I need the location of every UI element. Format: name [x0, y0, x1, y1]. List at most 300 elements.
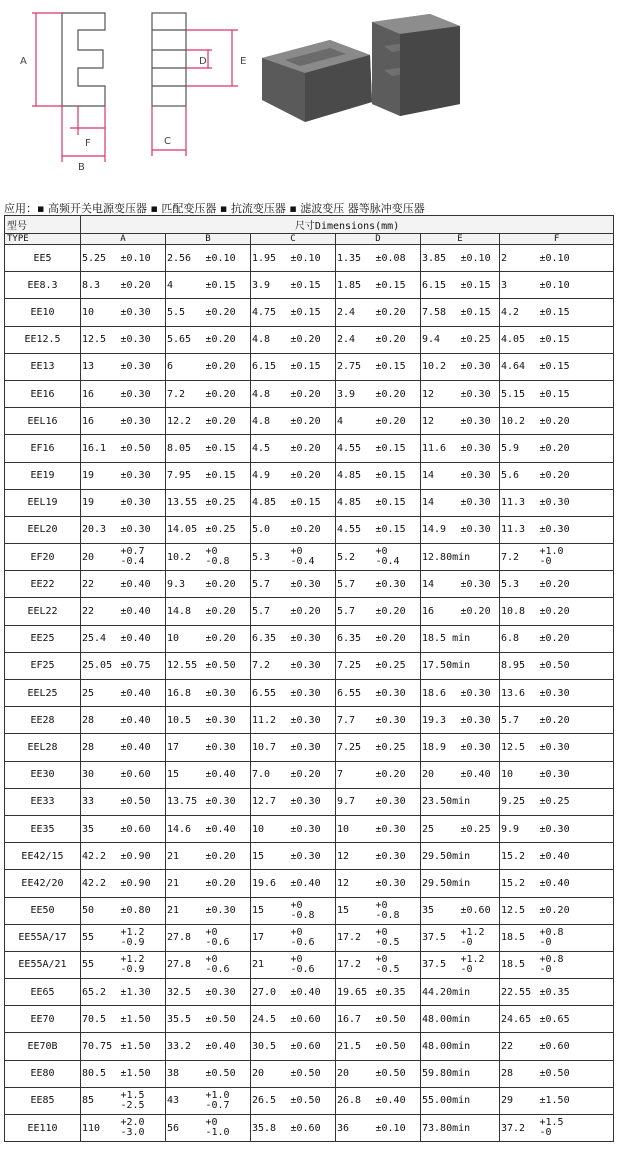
dim-tolerance: ±0.15 — [289, 489, 336, 516]
dim-tolerance: +0.8 -0 — [538, 951, 614, 978]
dim-value: 10 — [336, 815, 374, 842]
dim-tolerance: ±0.20 — [374, 299, 421, 326]
dim-value: 4.85 — [336, 462, 374, 489]
dim-value: 20 — [251, 1060, 289, 1087]
core-photo — [262, 14, 460, 122]
dim-value: 1.35 — [336, 245, 374, 272]
dim-value: 19 — [81, 462, 119, 489]
dim-value: 55 — [81, 951, 119, 978]
dim-tolerance: +1.2 -0 — [459, 924, 500, 951]
dim-tolerance: ±0.30 — [374, 788, 421, 815]
dim-value: 12.2 — [166, 408, 204, 435]
dim-tolerance: ±0.30 — [204, 979, 251, 1006]
dim-tolerance: ±0.30 — [119, 299, 166, 326]
core-type: EE85 — [5, 1087, 81, 1114]
dim-value: 4.55 — [336, 516, 374, 543]
dim-value: 2 — [500, 245, 538, 272]
dim-tolerance: ±0.30 — [289, 707, 336, 734]
dim-tolerance: +1.0 -0 — [538, 544, 614, 571]
dim-tolerance: ±0.30 — [374, 815, 421, 842]
dim-tolerance: ±0.08 — [374, 245, 421, 272]
core-type: EE22 — [5, 571, 81, 598]
dim-value: 6.8 — [500, 625, 538, 652]
dim-tolerance: ±0.20 — [289, 435, 336, 462]
dim-value: 13 — [81, 353, 119, 380]
dim-tolerance: ±0.15 — [289, 353, 336, 380]
dim-value: 21 — [251, 951, 289, 978]
dim-tolerance: ±0.75 — [119, 652, 166, 679]
dim-value: 15 — [166, 761, 204, 788]
dim-value: 4 — [336, 408, 374, 435]
dim-tolerance: ±0.20 — [204, 380, 251, 407]
dimensions-header: 尺寸Dimensions(mm) — [81, 216, 614, 234]
dim-value: 5.15 — [500, 380, 538, 407]
dim-value: 17.2 — [336, 924, 374, 951]
core-type: EE25 — [5, 625, 81, 652]
dim-value: 4 — [166, 272, 204, 299]
dim-value: 22.55 — [500, 979, 538, 1006]
dim-value: 18.5 — [500, 951, 538, 978]
table-row — [5, 924, 614, 951]
dim-tolerance: +0 -0.5 — [374, 951, 421, 978]
column-header-d: D — [336, 234, 421, 245]
dim-value: 1.85 — [336, 272, 374, 299]
dim-tolerance: +0 -0.8 — [289, 897, 336, 924]
dim-tolerance: +0 -0.5 — [374, 924, 421, 951]
table-row — [5, 625, 614, 652]
dim-value: 5.5 — [166, 299, 204, 326]
dim-value: 5.3 — [500, 571, 538, 598]
dim-value: 8.3 — [81, 272, 119, 299]
dim-value: 26.8 — [336, 1087, 374, 1114]
table-row — [5, 761, 614, 788]
dim-value: 12 — [336, 843, 374, 870]
dim-value: 7.2 — [166, 380, 204, 407]
table-row — [5, 272, 614, 299]
dim-tolerance: ±0.30 — [289, 625, 336, 652]
dim-tolerance: ±0.30 — [204, 897, 251, 924]
dim-tolerance: ±0.40 — [119, 707, 166, 734]
dim-value: 10.8 — [500, 598, 538, 625]
dim-tolerance: ±0.35 — [374, 979, 421, 1006]
dim-value: 43 — [166, 1087, 204, 1114]
dim-tolerance: ±0.30 — [538, 489, 614, 516]
model-header: 型号 — [5, 216, 81, 234]
table-row — [5, 380, 614, 407]
dim-tolerance: ±0.20 — [538, 462, 614, 489]
dim-value: 7.25 — [336, 734, 374, 761]
dim-tolerance: ±0.30 — [374, 870, 421, 897]
dim-value: 110 — [81, 1115, 119, 1142]
dim-value: 19 — [81, 489, 119, 516]
dim-value: 3 — [500, 272, 538, 299]
dim-tolerance: ±0.30 — [459, 734, 500, 761]
dim-tolerance: ±1.30 — [119, 979, 166, 1006]
dim-value: 38 — [166, 1060, 204, 1087]
dim-value: 16.7 — [336, 1006, 374, 1033]
dim-value: 4.5 — [251, 435, 289, 462]
dim-value: 30.5 — [251, 1033, 289, 1060]
dim-tolerance: ±0.20 — [538, 435, 614, 462]
dim-tolerance: ±0.25 — [374, 734, 421, 761]
table-row — [5, 652, 614, 679]
dim-value: 16 — [81, 408, 119, 435]
core-type: EE12.5 — [5, 326, 81, 353]
table-row — [5, 734, 614, 761]
dim-value: 12.80min — [421, 544, 500, 571]
dim-value: 4.8 — [251, 380, 289, 407]
dim-tolerance: ±0.20 — [204, 408, 251, 435]
dim-value: 5.0 — [251, 516, 289, 543]
core-type: EE50 — [5, 897, 81, 924]
dim-value: 12.5 — [81, 326, 119, 353]
dim-tolerance: ±0.20 — [289, 761, 336, 788]
dim-value: 29.50min — [421, 843, 500, 870]
dim-value: 42.2 — [81, 843, 119, 870]
dim-value: 16 — [421, 598, 459, 625]
dim-value: 17.2 — [336, 951, 374, 978]
dim-tolerance: ±1.50 — [119, 1060, 166, 1087]
dim-value: 10.2 — [500, 408, 538, 435]
dim-value: 35 — [81, 815, 119, 842]
table-row — [5, 979, 614, 1006]
dim-tolerance: ±0.40 — [538, 870, 614, 897]
dim-value: 37.5 — [421, 951, 459, 978]
dim-value: 5.7 — [251, 571, 289, 598]
dim-tolerance: ±0.20 — [204, 571, 251, 598]
dim-value: 6.15 — [251, 353, 289, 380]
dim-tolerance: ±0.30 — [459, 408, 500, 435]
core-type: EE16 — [5, 380, 81, 407]
table-row — [5, 1115, 614, 1142]
label-a: A — [20, 56, 27, 67]
dim-tolerance: ±0.30 — [204, 707, 251, 734]
column-header-b: B — [166, 234, 251, 245]
table-row — [5, 571, 614, 598]
dim-tolerance: ±0.60 — [289, 1033, 336, 1060]
dim-value: 21.5 — [336, 1033, 374, 1060]
dim-value: 3.9 — [336, 380, 374, 407]
dim-value: 4.2 — [500, 299, 538, 326]
dim-tolerance: ±0.40 — [119, 598, 166, 625]
dim-tolerance: ±0.30 — [374, 680, 421, 707]
dim-value: 56 — [166, 1115, 204, 1142]
dim-value: 14 — [421, 571, 459, 598]
dim-tolerance: ±0.50 — [374, 1006, 421, 1033]
dimension-labels — [20, 56, 246, 173]
dim-value: 12.7 — [251, 788, 289, 815]
table-row — [5, 788, 614, 815]
dim-value: 13.55 — [166, 489, 204, 516]
dim-tolerance: +0 -0.8 — [204, 544, 251, 571]
dim-tolerance: +1.2 -0.9 — [119, 951, 166, 978]
core-type: EE55A/17 — [5, 924, 81, 951]
dim-tolerance: ±0.15 — [289, 272, 336, 299]
dim-tolerance: ±0.50 — [204, 1060, 251, 1087]
dim-value: 25 — [421, 815, 459, 842]
dim-value: 14 — [421, 489, 459, 516]
table-row — [5, 707, 614, 734]
dim-value: 11.3 — [500, 489, 538, 516]
table-row — [5, 843, 614, 870]
dim-tolerance: ±0.50 — [289, 1087, 336, 1114]
core-type: EE13 — [5, 353, 81, 380]
dim-value: 48.00min — [421, 1006, 500, 1033]
dim-value: 5.65 — [166, 326, 204, 353]
dim-value: 5.7 — [251, 598, 289, 625]
dim-tolerance: ±0.15 — [538, 380, 614, 407]
dim-value: 15.2 — [500, 870, 538, 897]
dim-value: 55 — [81, 924, 119, 951]
dim-value: 20 — [81, 544, 119, 571]
column-header-a: A — [81, 234, 166, 245]
core-type: EE5 — [5, 245, 81, 272]
dim-tolerance: ±0.40 — [119, 625, 166, 652]
dim-value: 12 — [336, 870, 374, 897]
dim-value: 22 — [81, 571, 119, 598]
label-c: C — [164, 136, 171, 147]
dim-value: 8.05 — [166, 435, 204, 462]
dim-tolerance: ±1.50 — [119, 1033, 166, 1060]
dim-value: 59.80min — [421, 1060, 500, 1087]
dim-value: 10 — [251, 815, 289, 842]
dim-tolerance: ±0.30 — [459, 489, 500, 516]
dim-value: 70.5 — [81, 1006, 119, 1033]
dim-tolerance: ±0.10 — [289, 245, 336, 272]
table-row — [5, 516, 614, 543]
column-header-c: C — [251, 234, 336, 245]
dim-tolerance: ±0.15 — [374, 353, 421, 380]
core-type: EE28 — [5, 707, 81, 734]
dim-tolerance: ±0.50 — [374, 1033, 421, 1060]
dim-tolerance: ±0.30 — [459, 353, 500, 380]
table-row — [5, 680, 614, 707]
dim-tolerance: +2.0 -3.0 — [119, 1115, 166, 1142]
dim-tolerance: ±0.10 — [538, 272, 614, 299]
core-drawing — [0, 0, 620, 190]
dim-tolerance: ±0.30 — [119, 380, 166, 407]
table-row — [5, 870, 614, 897]
dim-value: 19.3 — [421, 707, 459, 734]
core-type: EE30 — [5, 761, 81, 788]
dim-tolerance: ±0.20 — [538, 571, 614, 598]
dim-tolerance: ±0.15 — [538, 299, 614, 326]
dim-value: 14.9 — [421, 516, 459, 543]
dim-tolerance: ±0.20 — [204, 326, 251, 353]
core-type: EF25 — [5, 652, 81, 679]
dim-value: 11.3 — [500, 516, 538, 543]
dim-tolerance: ±0.30 — [119, 489, 166, 516]
table-row — [5, 245, 614, 272]
dim-tolerance: ±0.30 — [289, 680, 336, 707]
dim-value: 28 — [81, 707, 119, 734]
dim-value: 70.75 — [81, 1033, 119, 1060]
dim-value: 13.6 — [500, 680, 538, 707]
dim-tolerance: ±0.40 — [204, 815, 251, 842]
dim-value: 35.8 — [251, 1115, 289, 1142]
dim-tolerance: ±0.40 — [459, 761, 500, 788]
dim-tolerance: ±0.10 — [204, 245, 251, 272]
dim-tolerance: +1.2 -0 — [459, 951, 500, 978]
dim-value: 5.2 — [336, 544, 374, 571]
core-type: EE70B — [5, 1033, 81, 1060]
core-type: EEL19 — [5, 489, 81, 516]
dim-tolerance: ±0.20 — [289, 516, 336, 543]
dim-value: 21 — [166, 897, 204, 924]
dim-value: 2.4 — [336, 326, 374, 353]
dim-value: 19.65 — [336, 979, 374, 1006]
dim-value: 1.95 — [251, 245, 289, 272]
dim-tolerance: +0 -0.6 — [204, 924, 251, 951]
dim-tolerance: ±0.25 — [374, 652, 421, 679]
dim-value: 50 — [81, 897, 119, 924]
core-type: EEL22 — [5, 598, 81, 625]
dim-tolerance: ±0.30 — [538, 680, 614, 707]
dim-value: 42.2 — [81, 870, 119, 897]
dim-value: 35 — [421, 897, 459, 924]
dim-tolerance: ±0.20 — [204, 625, 251, 652]
dim-value: 16 — [81, 380, 119, 407]
table-row — [5, 815, 614, 842]
dim-tolerance: ±0.20 — [289, 326, 336, 353]
dim-tolerance: ±0.50 — [374, 1060, 421, 1087]
column-header-e: E — [421, 234, 500, 245]
dim-tolerance: ±0.60 — [538, 1033, 614, 1060]
core-type: EEL25 — [5, 680, 81, 707]
dim-tolerance: ±0.30 — [459, 680, 500, 707]
dim-tolerance: ±0.20 — [204, 870, 251, 897]
dim-value: 5.7 — [336, 571, 374, 598]
dim-value: 10 — [81, 299, 119, 326]
core-type: EE42/15 — [5, 843, 81, 870]
dim-value: 29 — [500, 1087, 538, 1114]
dim-tolerance: ±0.30 — [119, 326, 166, 353]
dim-value: 10 — [500, 761, 538, 788]
dim-value: 12.5 — [500, 734, 538, 761]
dim-value: 37.5 — [421, 924, 459, 951]
table-row — [5, 435, 614, 462]
dim-tolerance: ±0.30 — [374, 707, 421, 734]
dim-tolerance: +1.2 -0.9 — [119, 924, 166, 951]
dim-tolerance: ±0.30 — [204, 680, 251, 707]
dim-value: 5.6 — [500, 462, 538, 489]
dim-value: 6.55 — [251, 680, 289, 707]
dim-tolerance: ±0.90 — [119, 843, 166, 870]
dim-tolerance: ±0.30 — [204, 734, 251, 761]
dim-value: 2.4 — [336, 299, 374, 326]
dim-tolerance: +1.5 -0 — [538, 1115, 614, 1142]
table-row — [5, 598, 614, 625]
dim-tolerance: ±0.60 — [289, 1006, 336, 1033]
core-type: EEL20 — [5, 516, 81, 543]
dim-value: 7.25 — [336, 652, 374, 679]
dim-value: 7.7 — [336, 707, 374, 734]
dim-value: 20 — [421, 761, 459, 788]
dim-tolerance: ±0.30 — [289, 788, 336, 815]
dim-value: 14.05 — [166, 516, 204, 543]
dim-tolerance: ±0.30 — [119, 516, 166, 543]
dim-value: 6.15 — [421, 272, 459, 299]
dim-tolerance: ±0.25 — [459, 815, 500, 842]
table-row — [5, 1060, 614, 1087]
dim-tolerance: ±0.30 — [459, 435, 500, 462]
dim-tolerance: ±1.50 — [119, 1006, 166, 1033]
dim-value: 16.8 — [166, 680, 204, 707]
dim-value: 5.9 — [500, 435, 538, 462]
dim-value: 3.85 — [421, 245, 459, 272]
dim-value: 9.7 — [336, 788, 374, 815]
dim-value: 5.7 — [336, 598, 374, 625]
dim-tolerance: ±0.20 — [459, 598, 500, 625]
dim-tolerance: ±0.30 — [459, 380, 500, 407]
dim-tolerance: ±0.30 — [119, 408, 166, 435]
dim-value: 80.5 — [81, 1060, 119, 1087]
dim-value: 7.95 — [166, 462, 204, 489]
label-b: B — [78, 162, 85, 173]
dim-value: 17 — [251, 924, 289, 951]
dim-value: 85 — [81, 1087, 119, 1114]
dim-value: 25.4 — [81, 625, 119, 652]
label-d: D — [199, 56, 207, 67]
dim-tolerance: ±0.40 — [119, 571, 166, 598]
dim-tolerance: ±0.10 — [374, 1115, 421, 1142]
core-type: EE10 — [5, 299, 81, 326]
dim-value: 8.95 — [500, 652, 538, 679]
dim-value: 2.56 — [166, 245, 204, 272]
dim-value: 7.2 — [251, 652, 289, 679]
dim-value: 48.00min — [421, 1033, 500, 1060]
dim-value: 18.9 — [421, 734, 459, 761]
dim-value: 23.50min — [421, 788, 500, 815]
dim-value: 12.55 — [166, 652, 204, 679]
dim-value: 9.3 — [166, 571, 204, 598]
table-row — [5, 326, 614, 353]
dim-tolerance: ±0.20 — [289, 380, 336, 407]
dim-value: 6.55 — [336, 680, 374, 707]
dim-value: 29.50min — [421, 870, 500, 897]
table-row — [5, 1087, 614, 1114]
dim-tolerance: ±0.20 — [289, 462, 336, 489]
dim-tolerance: ±0.20 — [374, 598, 421, 625]
dim-tolerance: ±0.30 — [459, 516, 500, 543]
core-type: EE70 — [5, 1006, 81, 1033]
dim-value: 4.05 — [500, 326, 538, 353]
dim-value: 10.7 — [251, 734, 289, 761]
dim-value: 25.05 — [81, 652, 119, 679]
dim-value: 4.9 — [251, 462, 289, 489]
core-type: EE80 — [5, 1060, 81, 1087]
dim-value: 4.8 — [251, 408, 289, 435]
dim-value: 14 — [421, 462, 459, 489]
dim-tolerance: ±0.20 — [204, 353, 251, 380]
dim-tolerance: ±0.40 — [374, 1087, 421, 1114]
dim-tolerance: ±0.10 — [538, 245, 614, 272]
dim-tolerance: +1.5 -2.5 — [119, 1087, 166, 1114]
dim-tolerance: ±0.30 — [289, 843, 336, 870]
dim-tolerance: ±0.40 — [289, 979, 336, 1006]
dim-value: 17.50min — [421, 652, 500, 679]
dim-value: 33 — [81, 788, 119, 815]
dim-value: 9.4 — [421, 326, 459, 353]
dim-tolerance: ±0.20 — [119, 272, 166, 299]
dim-tolerance: ±0.15 — [374, 272, 421, 299]
table-row — [5, 1006, 614, 1033]
table-row — [5, 489, 614, 516]
dim-value: 27.8 — [166, 951, 204, 978]
dim-value: 7.2 — [500, 544, 538, 571]
dim-tolerance: ±0.20 — [204, 598, 251, 625]
dim-value: 12.5 — [500, 897, 538, 924]
